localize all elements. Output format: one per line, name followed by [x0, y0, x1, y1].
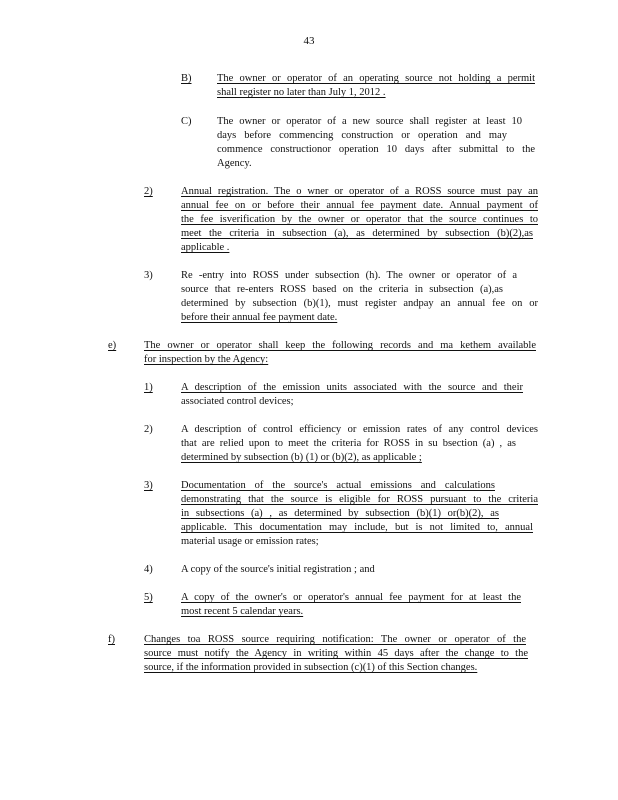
item-text-b-line1: The owner or operator of an operating source not holding a permit	[217, 73, 535, 84]
item-text-e2-line2: that are relied upon to meet the criteria for ROSS in su bsection (a) , as	[181, 438, 516, 449]
item-text-e2-line1: A description of control efficiency or emission rates of any control devices	[181, 424, 538, 435]
page-number: 43	[303, 35, 315, 47]
item-label-2: 2)	[144, 186, 153, 197]
item-text-3-line1: Re -entry into ROSS under subsection (h). The owner or operator of a	[181, 270, 517, 281]
item-text-c-line1: The owner or operator of a new source shall register at least 10	[217, 116, 522, 127]
item-text-e-line1: The owner or operator shall keep the following records and ma kethem available	[144, 340, 536, 351]
item-text-3-line4: before their annual fee payment date.	[181, 312, 338, 323]
item-text-e5-line2: most recent 5 calendar years.	[181, 606, 304, 617]
item-text-2-line5: applicable .	[181, 242, 230, 253]
item-text-3-line2: source that re-enters ROSS based on the criteria in subsection (a),as	[181, 284, 503, 295]
item-text-2-line2: annual fee on or before their annual fee payment date. Annual payment of	[181, 200, 538, 211]
item-text-e3-line4: applicable. This documentation may include, but is not limited to, annual	[181, 522, 533, 533]
item-text-e4-line1: A copy of the source's initial registration ; and	[181, 564, 375, 575]
item-text-e-line2: for inspection by the Agency:	[144, 354, 269, 365]
item-label-e: e)	[108, 340, 117, 351]
item-text-f-line2: source must notify the Agency in writing within 45 days after the change to the	[144, 648, 528, 659]
item-text-c-line3: commence constructionor operation 10 days after submittal to the	[217, 144, 535, 155]
item-label-e1: 1)	[144, 382, 153, 393]
item-text-e5-line1: A copy of the owner's or operator's annual fee payment for at least the	[181, 592, 521, 603]
item-label-c: C)	[181, 116, 192, 127]
item-text-e2-line3: determined by subsection (b) (1) or (b)(2), as applicable ;	[181, 452, 422, 463]
item-label-e2: 2)	[144, 424, 153, 435]
item-text-b-line2: shall register no later than July 1, 2012 .	[217, 87, 386, 98]
item-text-f-line1: Changes toa ROSS source requiring notification: The owner or operator of the	[144, 634, 526, 645]
item-label-e3: 3)	[144, 480, 153, 491]
item-text-e1-line1: A description of the emission units associated with the source and their	[181, 382, 523, 393]
item-text-c-line4: Agency.	[217, 158, 252, 169]
item-label-e4: 4)	[144, 564, 153, 575]
item-text-c-line2: days before commencing construction or operation and may	[217, 130, 507, 141]
item-text-2-line3: the fee isverification by the owner or operator that the source continues to	[181, 214, 538, 225]
item-label-f: f)	[108, 634, 115, 645]
item-label-3: 3)	[144, 270, 153, 281]
item-text-e1-line2: associated control devices;	[181, 396, 294, 407]
item-text-2-line4: meet the criteria in subsection (a), as determined by subsection (b)(2),as	[181, 228, 533, 239]
item-text-e3-line2: demonstrating that the source is eligible for ROSS pursuant to the criteria	[181, 494, 538, 505]
item-text-2-line1: Annual registration. The o wner or operator of a ROSS source must pay an	[181, 186, 538, 197]
item-text-e3-line5: material usage or emission rates;	[181, 536, 319, 547]
item-text-e3-line3: in subsections (a) , as determined by subsection (b)(1) or(b)(2), as	[181, 508, 499, 519]
item-text-e3-line1: Documentation of the source's actual emissions and calculations	[181, 480, 495, 491]
item-text-f-line3: source, if the information provided in subsection (c)(1) of this Section changes.	[144, 662, 478, 673]
item-label-b: B)	[181, 73, 192, 84]
item-text-3-line3: determined by subsection (b)(1), must register andpay an annual fee on or	[181, 298, 538, 309]
item-label-e5: 5)	[144, 592, 153, 603]
